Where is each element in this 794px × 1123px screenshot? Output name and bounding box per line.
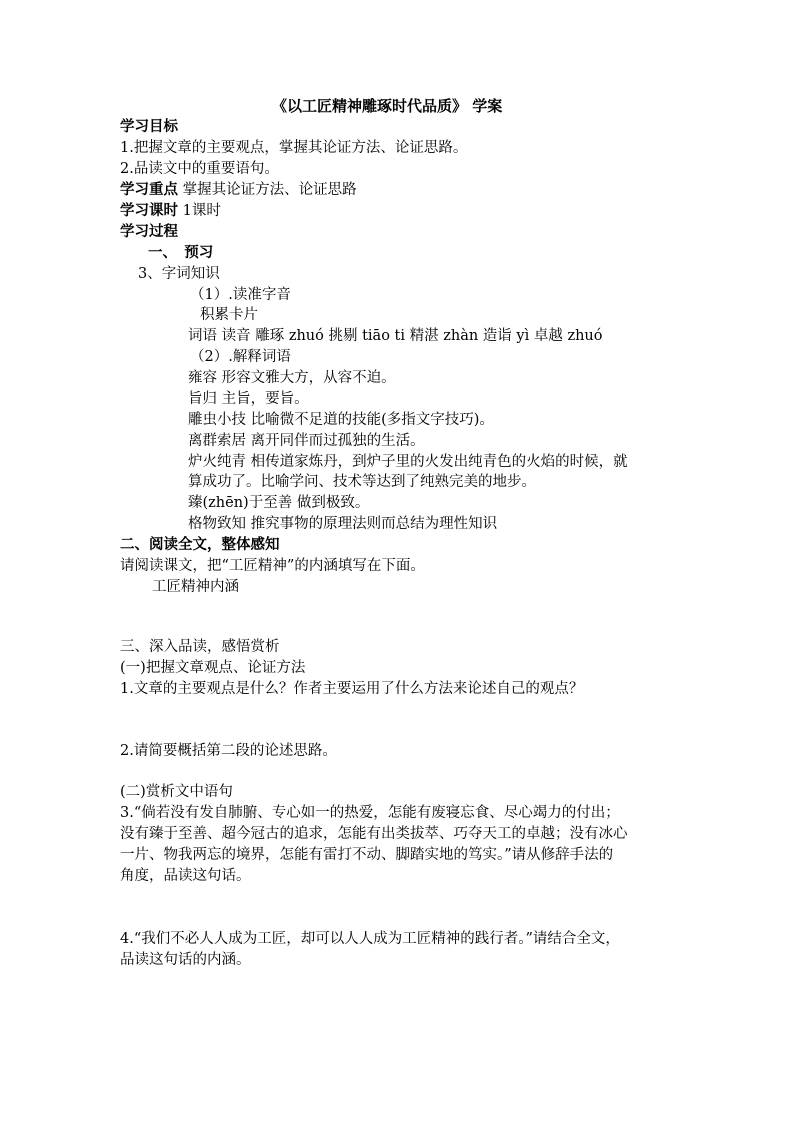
- definition-4: 离群索居 离开同伴而过孤独的生活。: [188, 433, 425, 449]
- question-2: 2.请简要概括第二段的论述思路。: [120, 743, 337, 759]
- definition-1: 雍容 形容文雅大方，从容不迫。: [188, 370, 396, 386]
- question-1: 1.文章的主要观点是什么？作者主要运用了什么方法来论述自己的观点？: [120, 681, 584, 697]
- part3-heading: 三、深入品读，感悟赏析: [120, 639, 280, 655]
- definition-7: 格物致知 推究事物的原理法则而总结为理性知识: [188, 516, 498, 532]
- sub-2: （2）.解释词语: [190, 349, 291, 365]
- definition-6: 臻(zhēn)于至善 做到极致。: [188, 495, 370, 511]
- part2-task: 请阅读课文，把“工匠精神”的内涵填写在下面。: [120, 558, 425, 574]
- goal-1: 1.把握文章的主要观点，掌握其论证方法、论证思路。: [120, 140, 468, 156]
- process-heading: 学习过程: [120, 223, 178, 240]
- sub-1: （1）.读准字音: [190, 287, 291, 303]
- question-3c: 一片、物我两忘的境界，怎能有雷打不动、脚踏实地的笃实。”请从修辞手法的: [120, 847, 614, 863]
- focus-text: 掌握其论证方法、论证思路: [178, 182, 357, 198]
- focus-label: 学习重点: [120, 181, 178, 198]
- hours-line: [120, 201, 221, 221]
- question-4a: 4.“我们不必人人成为工匠，却可以人人成为工匠精神的践行者。”请结合全文，: [120, 931, 620, 947]
- question-3a: 3.“倘若没有发自肺腑、专心如一的热爱，怎能有废寝忘食、尽心竭力的付出；: [120, 805, 620, 821]
- focus-line: [120, 180, 357, 200]
- question-4b: 品读这句话的内涵。: [120, 952, 251, 968]
- hours-text: 1课时: [178, 203, 221, 219]
- document-title: 《以工匠精神雕琢时代品质》 学案: [272, 97, 503, 115]
- definition-5b: 算成功了。比喻学问、技术等达到了纯熟完美的地步。: [188, 474, 536, 490]
- part2-label: 工匠精神内涵: [152, 579, 239, 595]
- hours-label: 学习课时: [120, 202, 178, 219]
- accumulation-card: 积累卡片: [200, 307, 258, 323]
- question-3d: 角度，品读这句话。: [120, 868, 251, 884]
- section-1-heading: (一)把握文章观点、论证方法: [120, 660, 306, 676]
- item-3: 3、字词知识: [138, 266, 220, 282]
- goal-2: 2.品读文中的重要语句。: [120, 161, 279, 177]
- part2-heading: 二、阅读全文，整体感知: [120, 536, 280, 553]
- part1-heading: 一、 预习: [148, 244, 214, 261]
- pinyin-row: 词语 读音 雕琢 zhuó 挑剔 tiāo ti 精湛 zhàn 造诣 yì 卓越 zhuó: [188, 328, 603, 344]
- definition-3: 雕虫小技 比喻微不足道的技能(多指文字技巧)。: [188, 412, 494, 428]
- goals-heading: 学习目标: [120, 118, 178, 135]
- question-3b: 没有臻于至善、超今冠古的追求，怎能有出类拔萃、巧夺天工的卓越；没有冰心: [120, 826, 628, 842]
- definition-5a: 炉火纯青 相传道家炼丹，到炉子里的火发出纯青色的火焰的时候，就: [188, 454, 628, 470]
- definition-2: 旨归 主旨，要旨。: [188, 391, 309, 407]
- section-2-heading: (二)赏析文中语句: [120, 784, 233, 800]
